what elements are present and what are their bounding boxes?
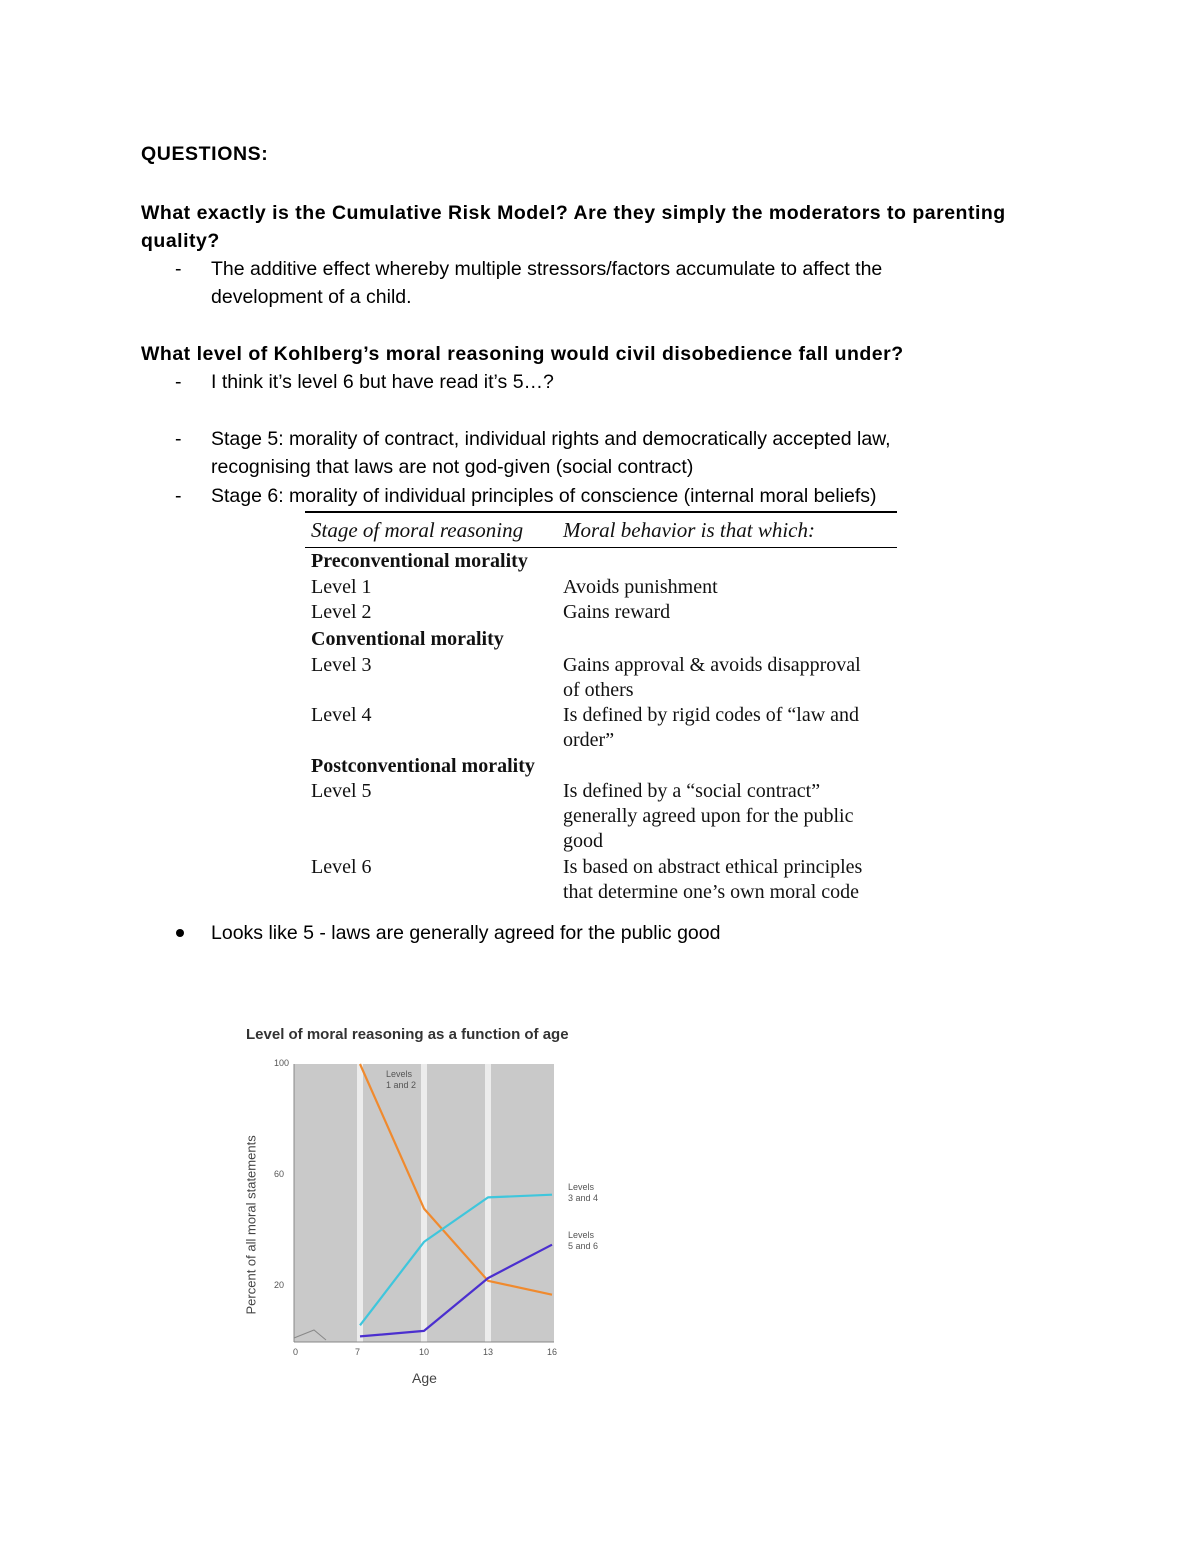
series-label xyxy=(568,1230,598,1252)
x-tick-label: 16 xyxy=(547,1347,558,1357)
x-tick-label: 0 xyxy=(293,1347,299,1357)
row-stage: Level 2 xyxy=(311,601,372,623)
question-cumulative-risk: What exactly is the Cumulative Risk Model? Are they simply the moderators to parenting quality? xyxy=(141,202,1006,252)
group-conventional: Conventional morality xyxy=(311,628,504,650)
chart-x-axis-label: Age xyxy=(412,1370,437,1386)
questions-heading: QUESTIONS: xyxy=(141,143,269,165)
row-behavior: that determine one’s own moral code xyxy=(563,881,860,903)
series-label-line: Levels xyxy=(386,1069,413,1079)
y-tick-label: 60 xyxy=(274,1169,285,1180)
row-behavior: Gains approval & avoids disapproval xyxy=(563,654,861,676)
dash-bullet: - xyxy=(175,371,182,393)
bullet-stage-5: Stage 5: morality of contract, individual rights and democratically accepted law, recognising that laws are not god-given (social contract) xyxy=(211,428,891,478)
row-behavior: Is defined by a “social contract” xyxy=(563,780,821,802)
chart-y-axis-label: Percent of all moral statements xyxy=(243,1135,259,1315)
series-label-line: Levels xyxy=(568,1182,595,1192)
x-tick-label: 13 xyxy=(483,1347,494,1357)
row-behavior: generally agreed upon for the public xyxy=(563,805,854,827)
bullet-stage-6: Stage 6: morality of individual principles of conscience (internal moral beliefs) xyxy=(211,485,877,507)
table-header-stage: Stage of moral reasoning xyxy=(311,518,524,542)
x-tick-label: 7 xyxy=(355,1347,361,1357)
series-label-line: 5 and 6 xyxy=(568,1241,599,1251)
series-label-line: 1 and 2 xyxy=(386,1080,417,1090)
series-label-line: 3 and 4 xyxy=(568,1193,599,1203)
dash-bullet: - xyxy=(175,428,182,450)
x-tick-label: 10 xyxy=(419,1347,430,1357)
group-postconventional: Postconventional morality xyxy=(311,755,535,777)
row-behavior: good xyxy=(563,830,603,852)
row-stage: Level 1 xyxy=(311,576,372,598)
row-stage: Level 4 xyxy=(311,704,372,726)
row-behavior: Is defined by rigid codes of “law and xyxy=(563,704,860,726)
moral-reasoning-table xyxy=(305,511,897,906)
row-stage: Level 5 xyxy=(311,780,372,802)
round-bullet xyxy=(176,929,184,937)
moral-reasoning-chart xyxy=(236,1022,599,1392)
dash-bullet: - xyxy=(175,485,182,507)
dash-bullet: - xyxy=(175,258,182,280)
row-behavior: Avoids punishment xyxy=(563,576,718,598)
row-behavior: Is based on abstract ethical principles xyxy=(563,856,863,878)
table-header-behavior: Moral behavior is that which: xyxy=(563,518,815,542)
series-label xyxy=(568,1182,598,1204)
table-top-rule xyxy=(305,511,897,513)
chart-title: Level of moral reasoning as a function of age xyxy=(246,1026,569,1043)
age-band-divider xyxy=(357,1064,363,1342)
row-behavior: of others xyxy=(563,679,634,701)
y-tick-label: 20 xyxy=(274,1280,285,1291)
conclusion-text: Looks like 5 - laws are generally agreed for the public good xyxy=(211,922,721,944)
group-preconventional: Preconventional morality xyxy=(311,550,528,572)
row-behavior: Gains reward xyxy=(563,601,671,623)
row-stage: Level 3 xyxy=(311,654,372,676)
answer-cumulative-risk: The additive effect whereby multiple stressors/factors accumulate to affect the development of a child. xyxy=(211,258,883,308)
series-label-line: Levels xyxy=(568,1230,595,1240)
age-band-divider xyxy=(485,1064,491,1342)
bullet-level-guess: I think it’s level 6 but have read it’s 5…? xyxy=(211,371,554,393)
table-header-rule xyxy=(305,547,897,548)
row-behavior: order” xyxy=(563,729,615,751)
row-stage: Level 6 xyxy=(311,856,372,878)
y-tick-label: 100 xyxy=(274,1058,290,1068)
question-kohlberg: What level of Kohlberg’s moral reasoning would civil disobedience fall under? xyxy=(141,343,904,365)
series-label xyxy=(386,1069,416,1091)
